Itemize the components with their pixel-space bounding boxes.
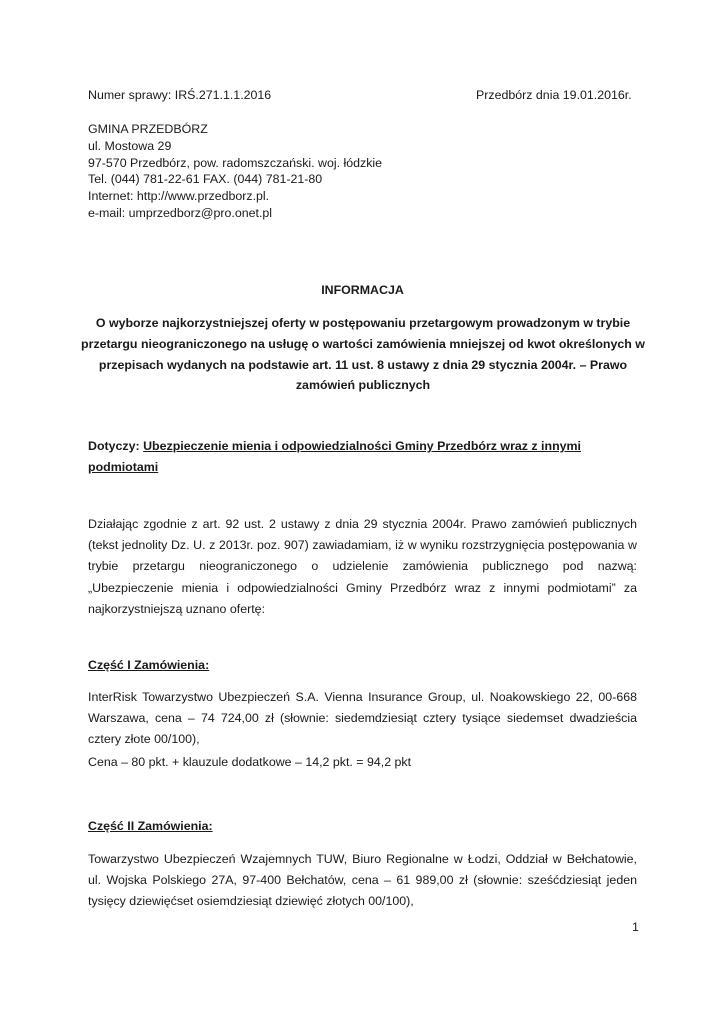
part1-score: Cena – 80 pkt. + klauzule dodatkowe – 14,2 pkt. = 94,2 pkt <box>88 755 412 769</box>
part2-heading: Część II Zamówienia: <box>88 819 213 833</box>
address-line-city: 97-570 Przedbórz, pow. radomszczański. woj. łódzkie <box>88 155 383 170</box>
subject-text: Ubezpieczenie mienia i odpowiedzialności Gminy Przedbórz wraz z innymi podmiotami <box>88 439 581 474</box>
sender-address <box>88 121 382 222</box>
subject-label: Dotyczy: <box>88 439 144 453</box>
part2-offer: Towarzystwo Ubezpieczeń Wzajemnych TUW, Biuro Regionalne w Łodzi, Oddział w Bełchatowie, ul. Wojska Polskiego 27A, 97-400 Bełchatów, cena – 61 989,00 zł (słownie: sześćdziesiąt jeden tysięcy dziewięćset osiemdziesiąt dziewięć złotych 00/100), <box>88 852 637 909</box>
address-line-phone: Tel. (044) 781-22-61 FAX. (044) 781-21-80 <box>88 172 323 187</box>
case-number: Numer sprawy: IRŚ.271.1.1.2016 <box>88 88 272 102</box>
subject-line <box>88 436 648 477</box>
document-title: INFORMACJA <box>321 283 404 297</box>
document-subtitle: O wyborze najkorzystniejszej oferty w postępowaniu przetargowym prowadzonym w trybie przetargu nieograniczonego na usługę o wartości zamówienia mniejszej od kwot określonych w przepisach wydanych na podstawie art. 11 ust. 8 ustawy z dnia 29 stycznia 2004r. – Prawo zamówień publicznych <box>81 316 645 393</box>
address-line-website: Internet: http://www.przedborz.pl. <box>88 189 270 204</box>
part1-offer: InterRisk Towarzystwo Ubezpieczeń S.A. Vienna Insurance Group, ul. Noakowskiego 22, 00-668 Warszawa, cena – 74 724,00 zł (słownie: siedemdziesiąt cztery tysiące siedemset dwadzieścia cztery złote 00/100), <box>88 690 637 747</box>
place-date: Przedbórz dnia 19.01.2016r. <box>476 88 632 102</box>
address-line-name: GMINA PRZEDBÓRZ <box>88 122 208 136</box>
address-line-street: ul. Mostowa 29 <box>88 138 172 153</box>
address-line-email: e-mail: umprzedborz@pro.onet.pl <box>88 205 273 220</box>
intro-paragraph: Działając zgodnie z art. 92 ust. 2 ustawy z dnia 29 stycznia 2004r. Prawo zamówień publicznych (tekst jednolity Dz. U. z 2013r. poz. 907) zawiadamiam, iż w wyniku rozstrzygnięcia postępowania w trybie przetargu nieograniczonego o udzielenie zamówienia publicznego pod nazwą: „Ubezpieczenie mienia i odpowiedzialności Gminy Przedbórz wraz z innymi podmiotami” za najkorzystniejszą uznano ofertę: <box>88 517 637 616</box>
page-number: 1 <box>632 920 639 934</box>
part1-heading: Część I Zamówienia: <box>88 658 210 672</box>
